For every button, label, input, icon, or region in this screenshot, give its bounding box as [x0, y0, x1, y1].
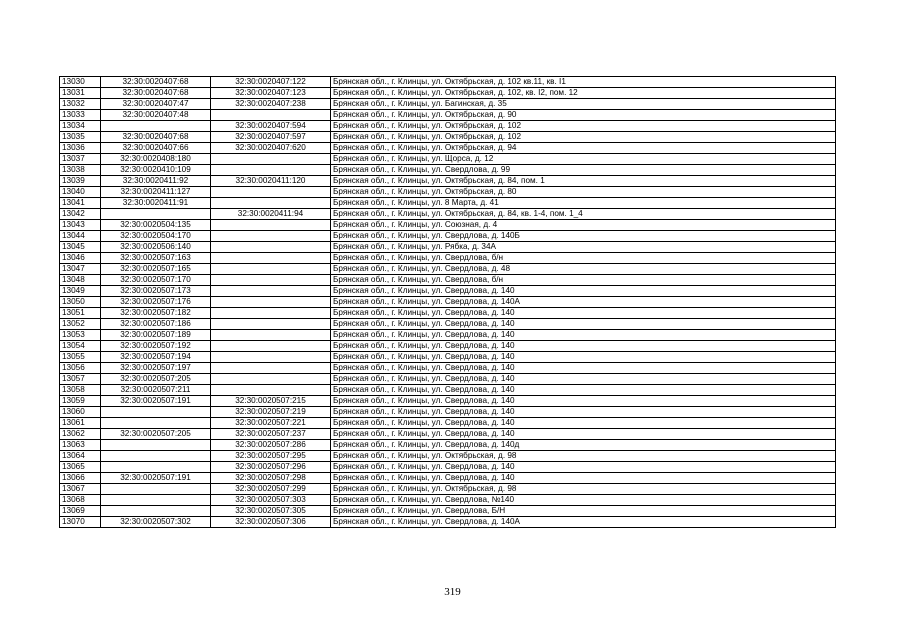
address-cell: Брянская обл., г. Клинцы, ул. Свердлова, д. 140	[331, 385, 836, 396]
cadastral-number-cell: 32:30:0020507:211	[101, 385, 211, 396]
cadastral-number-cell: 32:30:0020507:191	[101, 396, 211, 407]
object-cadastral-number-cell	[211, 308, 331, 319]
row-number-cell: 13030	[60, 77, 101, 88]
table-row	[60, 319, 836, 330]
cadastral-number-cell	[101, 495, 211, 506]
address-cell: Брянская обл., г. Клинцы, ул. Октябрьская, д. 80	[331, 187, 836, 198]
cadastral-number-cell: 32:30:0020411:91	[101, 198, 211, 209]
table-row	[60, 275, 836, 286]
object-cadastral-number-cell	[211, 275, 331, 286]
row-number-cell: 13040	[60, 187, 101, 198]
table-row	[60, 517, 836, 528]
cadastral-number-cell	[101, 407, 211, 418]
address-cell: Брянская обл., г. Клинцы, ул. Рябка, д. 34А	[331, 242, 836, 253]
row-number-cell: 13065	[60, 462, 101, 473]
object-cadastral-number-cell	[211, 297, 331, 308]
table-row	[60, 506, 836, 517]
row-number-cell: 13054	[60, 341, 101, 352]
page-number: 319	[444, 586, 461, 598]
object-cadastral-number-cell: 32:30:0020507:306	[211, 517, 331, 528]
row-number-cell: 13057	[60, 374, 101, 385]
object-cadastral-number-cell	[211, 374, 331, 385]
table-row	[60, 407, 836, 418]
row-number-cell: 13053	[60, 330, 101, 341]
address-cell: Брянская обл., г. Клинцы, ул. Багинская, д. 35	[331, 99, 836, 110]
table-row	[60, 209, 836, 220]
table-row	[60, 110, 836, 121]
object-cadastral-number-cell: 32:30:0020411:120	[211, 176, 331, 187]
cadastral-number-cell: 32:30:0020410:109	[101, 165, 211, 176]
address-cell: Брянская обл., г. Клинцы, ул. Октябрьская, д. 98	[331, 484, 836, 495]
address-cell: Брянская обл., г. Клинцы, ул. Свердлова, д. 140	[331, 396, 836, 407]
table-row	[60, 374, 836, 385]
row-number-cell: 13069	[60, 506, 101, 517]
row-number-cell: 13033	[60, 110, 101, 121]
table-row	[60, 143, 836, 154]
row-number-cell: 13039	[60, 176, 101, 187]
cadastral-number-cell: 32:30:0020507:192	[101, 341, 211, 352]
table-row	[60, 396, 836, 407]
table-row	[60, 462, 836, 473]
address-cell: Брянская обл., г. Клинцы, ул. Свердлова, д. 140	[331, 407, 836, 418]
cadastral-number-cell: 32:30:0020408:180	[101, 154, 211, 165]
row-number-cell: 13031	[60, 88, 101, 99]
address-cell: Брянская обл., г. Клинцы, ул. Свердлова, №140	[331, 495, 836, 506]
cadastral-number-cell: 32:30:0020507:189	[101, 330, 211, 341]
address-cell: Брянская обл., г. Клинцы, ул. Свердлова, д. 140д	[331, 440, 836, 451]
cadastral-number-cell	[101, 209, 211, 220]
table-row	[60, 352, 836, 363]
object-cadastral-number-cell	[211, 352, 331, 363]
table-row	[60, 440, 836, 451]
object-cadastral-number-cell: 32:30:0020507:303	[211, 495, 331, 506]
table-row	[60, 484, 836, 495]
address-cell: Брянская обл., г. Клинцы, ул. Свердлова, б/н	[331, 253, 836, 264]
address-cell: Брянская обл., г. Клинцы, ул. Союзная, д. 4	[331, 220, 836, 231]
address-cell: Брянская обл., г. Клинцы, ул. Свердлова, д. 140	[331, 330, 836, 341]
object-cadastral-number-cell: 32:30:0020507:219	[211, 407, 331, 418]
address-cell: Брянская обл., г. Клинцы, ул. Свердлова, д. 140А	[331, 517, 836, 528]
object-cadastral-number-cell: 32:30:0020411:94	[211, 209, 331, 220]
table-row	[60, 286, 836, 297]
address-cell: Брянская обл., г. Клинцы, ул. Свердлова, д. 140	[331, 308, 836, 319]
table-row	[60, 385, 836, 396]
object-cadastral-number-cell: 32:30:0020507:299	[211, 484, 331, 495]
table-row	[60, 132, 836, 143]
cadastral-number-cell: 32:30:0020507:182	[101, 308, 211, 319]
table-row	[60, 451, 836, 462]
object-cadastral-number-cell: 32:30:0020407:122	[211, 77, 331, 88]
object-cadastral-number-cell: 32:30:0020507:286	[211, 440, 331, 451]
table-row	[60, 473, 836, 484]
row-number-cell: 13066	[60, 473, 101, 484]
cadastral-number-cell: 32:30:0020504:135	[101, 220, 211, 231]
address-cell: Брянская обл., г. Клинцы, ул. Свердлова, д. 140	[331, 363, 836, 374]
address-cell: Брянская обл., г. Клинцы, ул. Октябрьская, д. 102	[331, 132, 836, 143]
object-cadastral-number-cell	[211, 286, 331, 297]
object-cadastral-number-cell	[211, 264, 331, 275]
row-number-cell: 13051	[60, 308, 101, 319]
row-number-cell: 13070	[60, 517, 101, 528]
cadastral-number-cell	[101, 121, 211, 132]
table-row	[60, 77, 836, 88]
table-row	[60, 264, 836, 275]
table-row	[60, 187, 836, 198]
object-cadastral-number-cell: 32:30:0020507:298	[211, 473, 331, 484]
row-number-cell: 13038	[60, 165, 101, 176]
address-cell: Брянская обл., г. Клинцы, ул. Свердлова, д. 140Б	[331, 231, 836, 242]
object-cadastral-number-cell	[211, 330, 331, 341]
cadastral-number-cell: 32:30:0020407:68	[101, 132, 211, 143]
address-cell: Брянская обл., г. Клинцы, ул. 8 Марта, д. 41	[331, 198, 836, 209]
row-number-cell: 13061	[60, 418, 101, 429]
row-number-cell: 13041	[60, 198, 101, 209]
row-number-cell: 13060	[60, 407, 101, 418]
table-row	[60, 418, 836, 429]
cadastral-number-cell: 32:30:0020507:186	[101, 319, 211, 330]
row-number-cell: 13035	[60, 132, 101, 143]
table-row	[60, 330, 836, 341]
object-cadastral-number-cell	[211, 231, 331, 242]
object-cadastral-number-cell	[211, 363, 331, 374]
cadastral-number-cell: 32:30:0020407:48	[101, 110, 211, 121]
cadastral-number-cell	[101, 440, 211, 451]
cadastral-number-cell: 32:30:0020507:194	[101, 352, 211, 363]
address-cell: Брянская обл., г. Клинцы, ул. Свердлова, д. 140	[331, 352, 836, 363]
cadastral-number-cell: 32:30:0020507:191	[101, 473, 211, 484]
row-number-cell: 13062	[60, 429, 101, 440]
address-cell: Брянская обл., г. Клинцы, ул. Свердлова, д. 140	[331, 286, 836, 297]
object-cadastral-number-cell: 32:30:0020407:238	[211, 99, 331, 110]
row-number-cell: 13045	[60, 242, 101, 253]
row-number-cell: 13050	[60, 297, 101, 308]
table-row	[60, 121, 836, 132]
address-cell: Брянская обл., г. Клинцы, ул. Свердлова, д. 99	[331, 165, 836, 176]
cadastral-number-cell: 32:30:0020507:176	[101, 297, 211, 308]
object-cadastral-number-cell	[211, 319, 331, 330]
table-row	[60, 165, 836, 176]
row-number-cell: 13042	[60, 209, 101, 220]
row-number-cell: 13049	[60, 286, 101, 297]
cadastral-number-cell: 32:30:0020507:302	[101, 517, 211, 528]
object-cadastral-number-cell: 32:30:0020407:597	[211, 132, 331, 143]
cadastral-number-cell	[101, 462, 211, 473]
address-cell: Брянская обл., г. Клинцы, ул. Октябрьская, д. 90	[331, 110, 836, 121]
table-row	[60, 198, 836, 209]
address-cell: Брянская обл., г. Клинцы, ул. Свердлова, д. 140	[331, 429, 836, 440]
row-number-cell: 13052	[60, 319, 101, 330]
row-number-cell: 13034	[60, 121, 101, 132]
address-cell: Брянская обл., г. Клинцы, ул. Щорса, д. 12	[331, 154, 836, 165]
table-row	[60, 154, 836, 165]
cadastral-number-cell: 32:30:0020411:92	[101, 176, 211, 187]
object-cadastral-number-cell: 32:30:0020507:215	[211, 396, 331, 407]
cadastral-number-cell: 32:30:0020507:170	[101, 275, 211, 286]
row-number-cell: 13046	[60, 253, 101, 264]
address-cell: Брянская обл., г. Клинцы, ул. Свердлова, д. 140	[331, 319, 836, 330]
object-cadastral-number-cell	[211, 198, 331, 209]
cadastral-number-cell: 32:30:0020407:68	[101, 77, 211, 88]
address-cell: Брянская обл., г. Клинцы, ул. Октябрьская, д. 98	[331, 451, 836, 462]
row-number-cell: 13064	[60, 451, 101, 462]
row-number-cell: 13063	[60, 440, 101, 451]
row-number-cell: 13055	[60, 352, 101, 363]
cadastral-number-cell: 32:30:0020507:163	[101, 253, 211, 264]
registry-table-body	[60, 77, 836, 528]
address-cell: Брянская обл., г. Клинцы, ул. Свердлова, б/н	[331, 275, 836, 286]
cadastral-number-cell: 32:30:0020507:165	[101, 264, 211, 275]
address-cell: Брянская обл., г. Клинцы, ул. Октябрьская, д. 84, кв. 1-4, пом. 1_4	[331, 209, 836, 220]
cadastral-number-cell: 32:30:0020507:197	[101, 363, 211, 374]
address-cell: Брянская обл., г. Клинцы, ул. Октябрьская, д. 102, кв. I2, пом. 12	[331, 88, 836, 99]
table-row	[60, 363, 836, 374]
object-cadastral-number-cell	[211, 385, 331, 396]
row-number-cell: 13047	[60, 264, 101, 275]
object-cadastral-number-cell	[211, 154, 331, 165]
address-cell: Брянская обл., г. Клинцы, ул. Свердлова, д. 140	[331, 374, 836, 385]
cadastral-number-cell: 32:30:0020507:173	[101, 286, 211, 297]
address-cell: Брянская обл., г. Клинцы, ул. Октябрьская, д. 84, пом. 1	[331, 176, 836, 187]
object-cadastral-number-cell	[211, 110, 331, 121]
table-row	[60, 176, 836, 187]
cadastral-number-cell: 32:30:0020407:68	[101, 88, 211, 99]
cadastral-number-cell: 32:30:0020407:47	[101, 99, 211, 110]
table-row	[60, 220, 836, 231]
cadastral-number-cell	[101, 451, 211, 462]
cadastral-number-cell: 32:30:0020507:205	[101, 374, 211, 385]
address-cell: Брянская обл., г. Клинцы, ул. Октябрьская, д. 102	[331, 121, 836, 132]
row-number-cell: 13067	[60, 484, 101, 495]
table-row	[60, 341, 836, 352]
address-cell: Брянская обл., г. Клинцы, ул. Свердлова, д. 140	[331, 462, 836, 473]
row-number-cell: 13037	[60, 154, 101, 165]
table-row	[60, 99, 836, 110]
address-cell: Брянская обл., г. Клинцы, ул. Октябрьская, д. 102 кв.11, кв. I1	[331, 77, 836, 88]
table-row	[60, 308, 836, 319]
row-number-cell: 13068	[60, 495, 101, 506]
cadastral-number-cell: 32:30:0020411:127	[101, 187, 211, 198]
cadastral-number-cell: 32:30:0020504:170	[101, 231, 211, 242]
object-cadastral-number-cell: 32:30:0020407:620	[211, 143, 331, 154]
row-number-cell: 13036	[60, 143, 101, 154]
object-cadastral-number-cell: 32:30:0020507:305	[211, 506, 331, 517]
table-row	[60, 88, 836, 99]
cadastral-number-cell	[101, 418, 211, 429]
table-row	[60, 231, 836, 242]
row-number-cell: 13032	[60, 99, 101, 110]
cadastral-number-cell: 32:30:0020506:140	[101, 242, 211, 253]
address-cell: Брянская обл., г. Клинцы, ул. Свердлова, д. 140А	[331, 297, 836, 308]
address-cell: Брянская обл., г. Клинцы, ул. Свердлова, Б/Н	[331, 506, 836, 517]
row-number-cell: 13048	[60, 275, 101, 286]
object-cadastral-number-cell	[211, 187, 331, 198]
table-row	[60, 495, 836, 506]
address-cell: Брянская обл., г. Клинцы, ул. Свердлова, д. 48	[331, 264, 836, 275]
row-number-cell: 13044	[60, 231, 101, 242]
cadastral-number-cell	[101, 484, 211, 495]
row-number-cell: 13043	[60, 220, 101, 231]
address-cell: Брянская обл., г. Клинцы, ул. Свердлова, д. 140	[331, 341, 836, 352]
object-cadastral-number-cell: 32:30:0020407:123	[211, 88, 331, 99]
row-number-cell: 13056	[60, 363, 101, 374]
table-row	[60, 297, 836, 308]
registry-table	[59, 76, 836, 528]
object-cadastral-number-cell: 32:30:0020507:237	[211, 429, 331, 440]
table-row	[60, 242, 836, 253]
cadastral-number-cell	[101, 506, 211, 517]
object-cadastral-number-cell: 32:30:0020507:296	[211, 462, 331, 473]
object-cadastral-number-cell: 32:30:0020507:295	[211, 451, 331, 462]
object-cadastral-number-cell: 32:30:0020507:221	[211, 418, 331, 429]
table-row	[60, 429, 836, 440]
row-number-cell: 13059	[60, 396, 101, 407]
cadastral-number-cell: 32:30:0020407:66	[101, 143, 211, 154]
table-row	[60, 253, 836, 264]
address-cell: Брянская обл., г. Клинцы, ул. Свердлова, д. 140	[331, 418, 836, 429]
row-number-cell: 13058	[60, 385, 101, 396]
address-cell: Брянская обл., г. Клинцы, ул. Свердлова, д. 140	[331, 473, 836, 484]
object-cadastral-number-cell	[211, 165, 331, 176]
address-cell: Брянская обл., г. Клинцы, ул. Октябрьская, д. 94	[331, 143, 836, 154]
object-cadastral-number-cell	[211, 220, 331, 231]
object-cadastral-number-cell	[211, 253, 331, 264]
object-cadastral-number-cell: 32:30:0020407:594	[211, 121, 331, 132]
object-cadastral-number-cell	[211, 341, 331, 352]
object-cadastral-number-cell	[211, 242, 331, 253]
cadastral-number-cell: 32:30:0020507:205	[101, 429, 211, 440]
